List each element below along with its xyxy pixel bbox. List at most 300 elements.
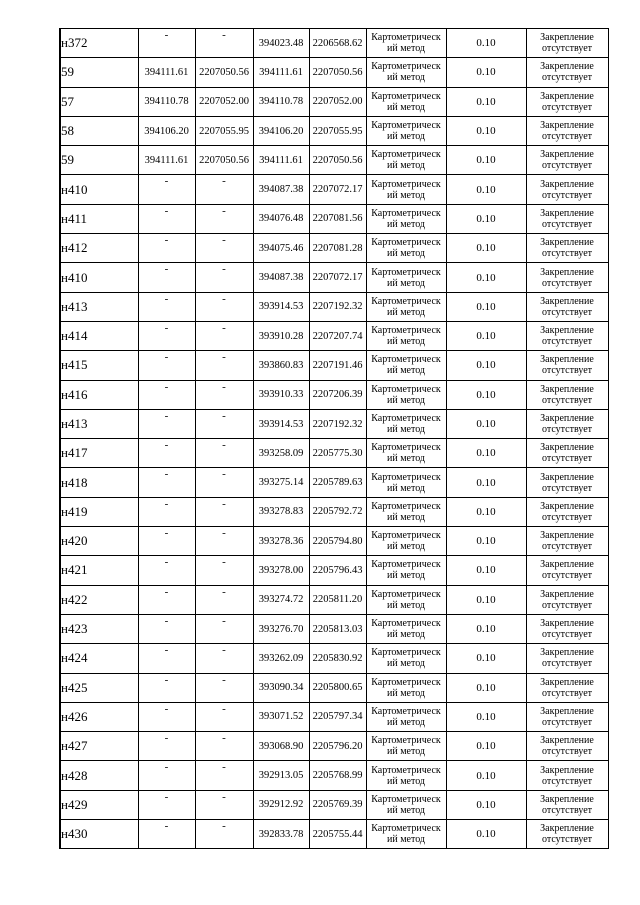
y-new-cell: 2207050.56 [309,146,366,175]
method-line: Картометрическ [371,149,441,161]
fixing-line: отсутствует [541,306,593,318]
method-line: Картометрическ [371,823,441,835]
fixing-line: Закрепление [540,383,594,395]
fixing-cell [526,146,608,175]
method-cell [366,673,446,702]
point-name-cell: н421 [60,556,138,585]
accuracy-cell: 0.10 [446,439,526,468]
method-cell [366,87,446,116]
point-name-cell: н413 [60,409,138,438]
accuracy-cell: 0.10 [446,175,526,204]
x-new-cell: 394111.61 [253,146,309,175]
y-old-cell: - [195,644,253,673]
x-old-cell: - [138,556,195,585]
y-old-cell: 2207052.00 [195,87,253,116]
fixing-line: Закрепление [540,559,594,571]
accuracy-cell: 0.10 [446,409,526,438]
x-new-cell: 393068.90 [253,732,309,761]
y-new-cell: 2207081.56 [309,204,366,233]
accuracy-cell: 0.10 [446,351,526,380]
x-new-cell: 394087.38 [253,263,309,292]
method-cell [366,116,446,145]
y-new-cell: 2205796.20 [309,732,366,761]
accuracy-cell: 0.10 [446,380,526,409]
y-old-cell: - [195,497,253,526]
accuracy-cell: 0.10 [446,497,526,526]
table-row [60,351,608,380]
y-new-cell: 2205789.63 [309,468,366,497]
point-name-cell: н411 [60,204,138,233]
accuracy-cell: 0.10 [446,204,526,233]
y-new-cell: 2205794.80 [309,527,366,556]
x-old-cell: - [138,644,195,673]
fixing-line: Закрепление [540,90,594,102]
accuracy-cell: 0.10 [446,292,526,321]
table-row [60,790,608,819]
method-line: Картометрическ [371,442,441,454]
accuracy-cell: 0.10 [446,644,526,673]
accuracy-cell: 0.10 [446,556,526,585]
method-line: ий метод [386,101,425,113]
x-new-cell: 394076.48 [253,204,309,233]
fixing-line: отсутствует [541,453,593,465]
fixing-line: отсутствует [541,365,593,377]
x-old-cell: - [138,321,195,350]
fixing-cell [526,673,608,702]
fixing-line: Закрепление [540,764,594,776]
method-line: ий метод [386,72,425,84]
accuracy-cell: 0.10 [446,761,526,790]
y-new-cell: 2207192.32 [309,292,366,321]
fixing-line: отсутствует [541,101,593,113]
accuracy-cell: 0.10 [446,116,526,145]
fixing-line: отсутствует [541,599,593,611]
y-new-cell: 2205755.44 [309,820,366,849]
method-cell [366,29,446,58]
method-line: Картометрическ [371,588,441,600]
x-new-cell: 394111.61 [253,58,309,87]
method-cell [366,175,446,204]
method-cell [366,409,446,438]
method-line: ий метод [386,834,425,846]
fixing-line: Закрепление [540,207,594,219]
point-name-cell: н419 [60,497,138,526]
method-cell [366,468,446,497]
x-old-cell: - [138,263,195,292]
x-old-cell: - [138,820,195,849]
table-row [60,614,608,643]
y-new-cell: 2207191.46 [309,351,366,380]
x-new-cell: 393090.34 [253,673,309,702]
x-old-cell: 394111.61 [138,146,195,175]
point-name-cell: н410 [60,175,138,204]
method-cell [366,292,446,321]
y-old-cell: 2207050.56 [195,146,253,175]
x-new-cell: 394023.48 [253,29,309,58]
accuracy-cell: 0.10 [446,732,526,761]
point-name-cell: 57 [60,87,138,116]
y-old-cell: - [195,527,253,556]
fixing-line: отсутствует [541,189,593,201]
fixing-line: Закрепление [540,793,594,805]
method-line: Картометрическ [371,647,441,659]
x-old-cell: 394110.78 [138,87,195,116]
fixing-line: отсутствует [541,43,593,55]
y-new-cell: 2205797.34 [309,702,366,731]
fixing-line: Закрепление [540,295,594,307]
y-new-cell: 2207081.28 [309,234,366,263]
method-line: ий метод [386,570,425,582]
method-cell [366,644,446,673]
fixing-cell [526,87,608,116]
y-old-cell: - [195,673,253,702]
point-name-cell: н414 [60,321,138,350]
method-line: ий метод [386,43,425,55]
accuracy-cell: 0.10 [446,527,526,556]
method-line: ий метод [386,131,425,143]
point-name-cell: н420 [60,527,138,556]
fixing-cell [526,204,608,233]
method-line: Картометрическ [371,618,441,630]
method-line: Картометрическ [371,676,441,688]
table-row [60,673,608,702]
fixing-line: отсутствует [541,218,593,230]
y-new-cell: 2207192.32 [309,409,366,438]
fixing-line: Закрепление [540,237,594,249]
fixing-cell [526,702,608,731]
method-line: Картометрическ [371,530,441,542]
point-name-cell: н412 [60,234,138,263]
fixing-line: отсутствует [541,424,593,435]
method-line: ий метод [386,775,425,787]
fixing-line: Закрепление [540,178,594,190]
method-cell [366,556,446,585]
fixing-line: Закрепление [540,413,594,424]
method-line: Картометрическ [371,120,441,132]
point-name-cell: н425 [60,673,138,702]
x-new-cell: 393914.53 [253,409,309,438]
point-name-cell: н428 [60,761,138,790]
x-new-cell: 393276.70 [253,614,309,643]
fixing-cell [526,468,608,497]
y-old-cell: - [195,614,253,643]
fixing-line: отсутствует [541,511,593,523]
x-old-cell: - [138,614,195,643]
x-old-cell: - [138,234,195,263]
x-new-cell: 393910.33 [253,380,309,409]
table-row [60,439,608,468]
method-line: ий метод [386,599,425,611]
fixing-line: отсутствует [541,394,593,406]
point-name-cell: н415 [60,351,138,380]
table-row [60,175,608,204]
x-old-cell: 394111.61 [138,58,195,87]
y-new-cell: 2206568.62 [309,29,366,58]
method-line: ий метод [386,394,425,406]
x-old-cell: - [138,29,195,58]
table-row [60,380,608,409]
y-old-cell: - [195,761,253,790]
table-row [60,732,608,761]
y-old-cell: - [195,732,253,761]
method-line: Картометрическ [371,237,441,249]
method-line: Картометрическ [371,32,441,44]
x-old-cell: - [138,204,195,233]
method-line: Картометрическ [371,705,441,717]
fixing-cell [526,58,608,87]
x-new-cell: 393278.83 [253,497,309,526]
point-name-cell: н372 [60,29,138,58]
fixing-line: Закрепление [540,618,594,630]
method-cell [366,234,446,263]
point-name-cell: н417 [60,439,138,468]
table-row [60,292,608,321]
fixing-line: Закрепление [540,705,594,717]
method-cell [366,497,446,526]
y-new-cell: 2207206.39 [309,380,366,409]
y-old-cell: - [195,263,253,292]
fixing-line: Закрепление [540,266,594,278]
y-old-cell: - [195,702,253,731]
fixing-line: Закрепление [540,120,594,132]
accuracy-cell: 0.10 [446,87,526,116]
table-row [60,321,608,350]
method-line: Картометрическ [371,735,441,747]
fixing-cell [526,556,608,585]
point-name-cell: 58 [60,116,138,145]
fixing-line: отсутствует [541,570,593,582]
fixing-line: Закрепление [540,735,594,747]
method-line: ий метод [386,160,425,172]
fixing-line: Закрепление [540,442,594,454]
fixing-line: Закрепление [540,647,594,659]
table-row [60,146,608,175]
fixing-cell [526,29,608,58]
y-old-cell: - [195,439,253,468]
fixing-line: Закрепление [540,500,594,512]
point-name-cell: 59 [60,146,138,175]
fixing-line: Закрепление [540,588,594,600]
x-old-cell: - [138,380,195,409]
method-line: Картометрическ [371,178,441,190]
method-line: Картометрическ [371,793,441,805]
accuracy-cell: 0.10 [446,585,526,614]
fixing-line: отсутствует [541,131,593,143]
fixing-cell [526,234,608,263]
point-name-cell: н418 [60,468,138,497]
y-new-cell: 2207072.17 [309,263,366,292]
y-old-cell: - [195,790,253,819]
coordinates-table [59,28,609,849]
fixing-line: отсутствует [541,248,593,260]
table-row [60,263,608,292]
method-line: Картометрическ [371,295,441,307]
table-row [60,497,608,526]
y-old-cell: - [195,556,253,585]
x-old-cell: - [138,527,195,556]
method-cell [366,761,446,790]
fixing-cell [526,761,608,790]
fixing-line: отсутствует [541,716,593,728]
accuracy-cell: 0.10 [446,820,526,849]
table-row [60,58,608,87]
fixing-cell [526,644,608,673]
y-old-cell: - [195,292,253,321]
x-new-cell: 393914.53 [253,292,309,321]
x-old-cell: - [138,409,195,438]
y-new-cell: 2205768.99 [309,761,366,790]
fixing-cell [526,614,608,643]
fixing-cell [526,585,608,614]
method-cell [366,321,446,350]
table-row [60,644,608,673]
y-new-cell: 2205775.30 [309,439,366,468]
method-line: Картометрическ [371,90,441,102]
fixing-line: отсутствует [541,834,593,846]
point-name-cell: н423 [60,614,138,643]
x-old-cell: - [138,761,195,790]
x-new-cell: 393860.83 [253,351,309,380]
y-new-cell: 2205811.20 [309,585,366,614]
accuracy-cell: 0.10 [446,321,526,350]
fixing-line: Закрепление [540,823,594,835]
method-cell [366,614,446,643]
accuracy-cell: 0.10 [446,790,526,819]
table-row [60,87,608,116]
method-cell [366,204,446,233]
method-line: ий метод [386,541,425,553]
y-new-cell: 2207055.95 [309,116,366,145]
table-row [60,527,608,556]
fixing-line: отсутствует [541,541,593,553]
fixing-line: Закрепление [540,61,594,73]
x-old-cell: - [138,585,195,614]
x-old-cell: - [138,439,195,468]
fixing-cell [526,527,608,556]
y-old-cell: - [195,468,253,497]
method-line: Картометрическ [371,61,441,73]
method-line: Картометрическ [371,207,441,219]
x-old-cell: - [138,175,195,204]
y-old-cell: - [195,29,253,58]
fixing-line: Закрепление [540,354,594,366]
y-new-cell: 2205830.92 [309,644,366,673]
fixing-line: отсутствует [541,687,593,699]
method-line: ий метод [386,746,425,758]
method-line: Картометрическ [371,325,441,337]
method-line: Картометрическ [371,559,441,571]
accuracy-cell: 0.10 [446,702,526,731]
fixing-line: Закрепление [540,676,594,688]
fixing-cell [526,790,608,819]
point-name-cell: н422 [60,585,138,614]
method-cell [366,439,446,468]
method-line: ий метод [386,424,425,435]
accuracy-cell: 0.10 [446,468,526,497]
y-new-cell: 2205800.65 [309,673,366,702]
method-line: ий метод [386,336,425,348]
x-new-cell: 394106.20 [253,116,309,145]
point-name-cell: 59 [60,58,138,87]
table-row [60,556,608,585]
table-row [60,234,608,263]
y-old-cell: - [195,175,253,204]
fixing-line: отсутствует [541,336,593,348]
table-row [60,409,608,438]
fixing-line: отсутствует [541,775,593,787]
y-old-cell: - [195,380,253,409]
accuracy-cell: 0.10 [446,263,526,292]
fixing-cell [526,497,608,526]
fixing-cell [526,351,608,380]
fixing-line: отсутствует [541,277,593,289]
method-line: Картометрическ [371,764,441,776]
fixing-line: отсутствует [541,160,593,172]
y-old-cell: 2207055.95 [195,116,253,145]
fixing-cell [526,175,608,204]
fixing-cell [526,732,608,761]
method-cell [366,263,446,292]
x-old-cell: - [138,790,195,819]
x-old-cell: - [138,497,195,526]
accuracy-cell: 0.10 [446,29,526,58]
method-line: ий метод [386,365,425,377]
method-line: ий метод [386,629,425,641]
y-old-cell: 2207050.56 [195,58,253,87]
x-old-cell: - [138,468,195,497]
method-line: Картометрическ [371,413,441,424]
method-line: ий метод [386,248,425,260]
accuracy-cell: 0.10 [446,234,526,263]
x-new-cell: 393278.00 [253,556,309,585]
fixing-cell [526,321,608,350]
fixing-line: отсутствует [541,629,593,641]
fixing-line: Закрепление [540,530,594,542]
y-old-cell: - [195,321,253,350]
method-cell [366,527,446,556]
method-cell [366,790,446,819]
y-new-cell: 2207072.17 [309,175,366,204]
x-new-cell: 392913.05 [253,761,309,790]
fixing-line: отсутствует [541,804,593,816]
table-row [60,29,608,58]
table-body [60,29,608,849]
table-row [60,468,608,497]
x-new-cell: 394087.38 [253,175,309,204]
method-line: Картометрическ [371,500,441,512]
method-line: ий метод [386,277,425,289]
fixing-line: отсутствует [541,482,593,494]
method-line: ий метод [386,306,425,318]
x-new-cell: 393274.72 [253,585,309,614]
point-name-cell: н430 [60,820,138,849]
y-new-cell: 2207052.00 [309,87,366,116]
method-line: ий метод [386,687,425,699]
method-cell [366,146,446,175]
fixing-line: Закрепление [540,149,594,161]
point-name-cell: н410 [60,263,138,292]
accuracy-cell: 0.10 [446,146,526,175]
accuracy-cell: 0.10 [446,614,526,643]
method-line: Картометрическ [371,266,441,278]
method-line: ий метод [386,716,425,728]
y-new-cell: 2207207.74 [309,321,366,350]
method-line: ий метод [386,658,425,670]
method-line: Картометрическ [371,383,441,395]
point-name-cell: н416 [60,380,138,409]
fixing-line: Закрепление [540,32,594,44]
fixing-line: отсутствует [541,746,593,758]
